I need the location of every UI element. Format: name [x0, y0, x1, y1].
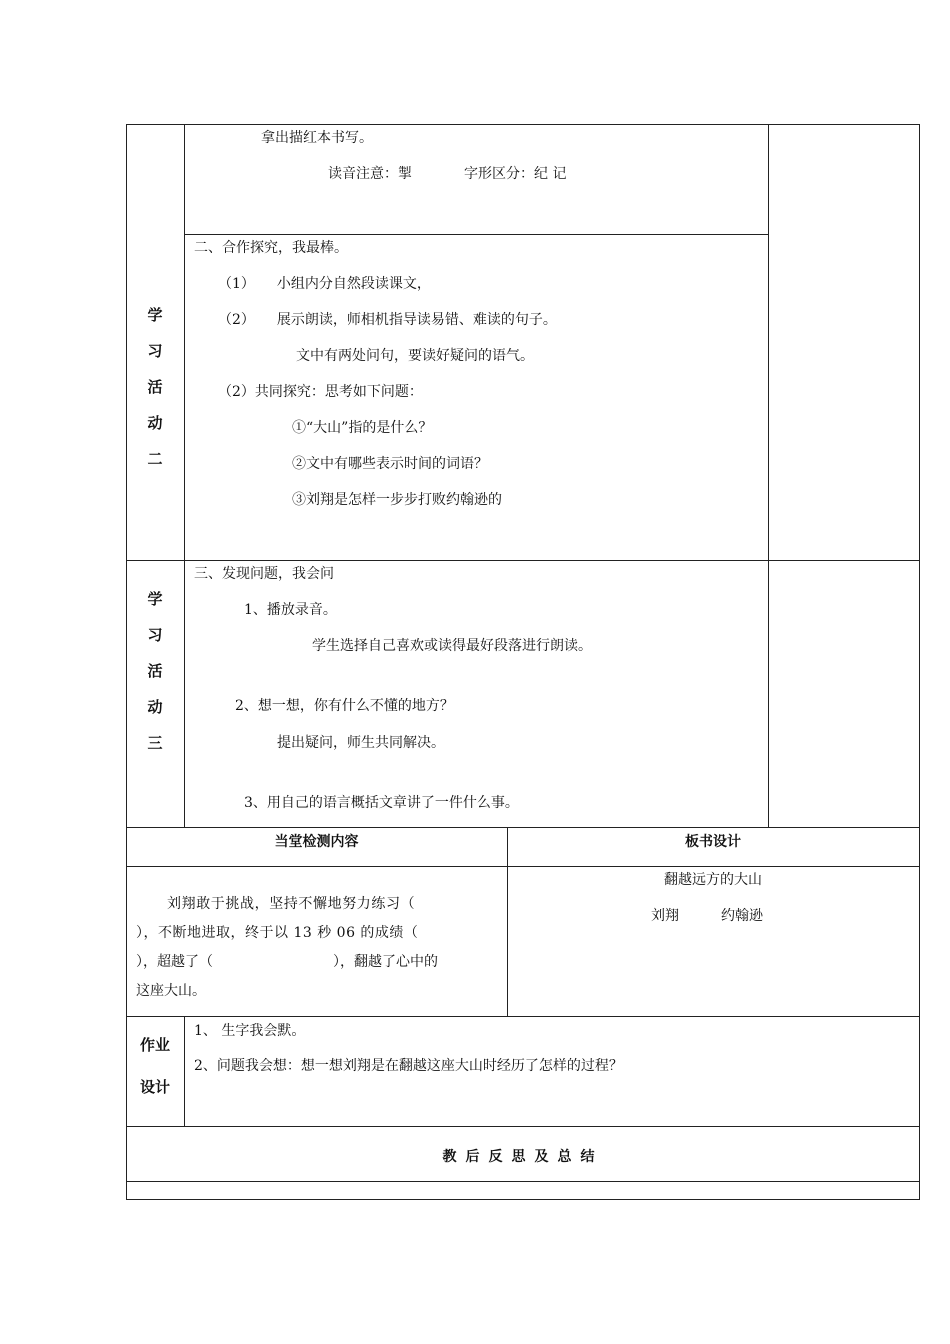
section1-notes [328, 164, 566, 184]
board-header: 板书设计 [685, 834, 741, 850]
activity2-question-1: ①“大山”指的是什么？ [292, 420, 433, 436]
activity3-label-char: 活 [147, 662, 163, 680]
activity2-label-char: 二 [147, 450, 163, 468]
check-line-3 [136, 948, 498, 977]
shape-diff-note: 字形区分：纪 记 [464, 166, 567, 182]
board-right-name: 约翰逊 [721, 908, 763, 924]
divider-row-4 [126, 866, 920, 867]
homework-label [126, 1035, 184, 1113]
divider-row-6 [126, 1126, 920, 1127]
homework-item-2: 2、问题我会想：想一想刘翔是在翻越这座大山时经历了怎样的过程？ [194, 1058, 623, 1074]
check-paragraph [136, 890, 498, 1006]
item-number: （2） [218, 312, 255, 328]
divider-row-3 [126, 827, 920, 828]
table-border-bottom [126, 1199, 920, 1200]
activity3-label [126, 589, 184, 769]
activity2-label-char: 活 [147, 378, 163, 396]
activity3-step1-note: 学生选择自己喜欢或读得最好段落进行朗读。 [312, 638, 592, 654]
activity2-label [126, 305, 184, 485]
reflection-title: 教后反思及总结 [442, 1149, 604, 1165]
activity2-item1 [218, 274, 431, 294]
board-names [651, 906, 763, 926]
activity2-heading: 二、合作探究，我最棒。 [194, 240, 348, 256]
divider-homework-label [184, 1016, 185, 1127]
divider-label-column [184, 124, 185, 828]
activity2-label-char: 习 [147, 342, 163, 360]
homework-label-line: 作业 [139, 1036, 170, 1054]
activity2-label-char: 动 [147, 414, 163, 432]
section1-line1: 拿出描红本书写。 [261, 130, 373, 146]
activity3-label-char: 三 [147, 734, 163, 752]
board-title: 翻越远方的大山 [664, 872, 762, 888]
item-text: 展示朗读，师相机指导读易错、难读的句子。 [276, 312, 557, 328]
activity3-label-char: 学 [147, 590, 163, 608]
activity3-step3: 3、用自己的语言概括文章讲了一件什么事。 [244, 795, 519, 811]
divider-row-7 [126, 1181, 920, 1182]
item-text: 小组内分自然段读课文， [276, 276, 431, 292]
activity2-question-3: ③刘翔是怎样一步步打败约翰逊的 [292, 492, 502, 508]
check-part4: ），翻越了心中的 [333, 954, 438, 970]
check-line-4: 这座大山。 [136, 983, 206, 999]
activity2-question-2: ②文中有哪些表示时间的词语？ [292, 456, 488, 472]
activity3-step2: 2、想一想，你有什么不懂的地方？ [235, 698, 454, 714]
check-line-1: 刘翔敢于挑战，坚持不懈地努力练习（ [167, 896, 416, 912]
board-left-name: 刘翔 [651, 908, 679, 924]
homework-item-1: 1、 生字我会默。 [194, 1023, 306, 1039]
activity3-step1: 1、播放录音。 [244, 602, 337, 618]
check-part3: ），超越了（ [136, 954, 213, 970]
activity2-item2 [218, 310, 557, 330]
divider-row-1 [184, 234, 769, 235]
pronunciation-note: 读音注意：掣 [328, 166, 412, 182]
check-line-2: ），不断地进取，终于以 13 秒 06 的成绩（ [136, 925, 419, 941]
check-header: 当堂检测内容 [274, 834, 359, 850]
activity3-label-char: 动 [147, 698, 163, 716]
activity3-heading: 三、发现问题，我会问 [194, 566, 334, 582]
homework-label-line: 设计 [139, 1078, 170, 1096]
activity2-note: 文中有两处问句，要读好疑问的语气。 [296, 348, 534, 364]
activity3-step2-note: 提出疑问，师生共同解决。 [277, 735, 445, 751]
divider-row-5 [126, 1016, 920, 1017]
divider-row-2 [126, 560, 920, 561]
divider-check-board [507, 827, 508, 1017]
table-border-top [126, 124, 920, 125]
activity2-label-char: 学 [147, 306, 163, 324]
activity2-item3: （2）共同探究：思考如下问题： [218, 384, 423, 400]
item-number: （1） [218, 276, 255, 292]
activity3-label-char: 习 [147, 626, 163, 644]
table-border-right [919, 124, 920, 1200]
divider-notes-column [768, 124, 769, 828]
